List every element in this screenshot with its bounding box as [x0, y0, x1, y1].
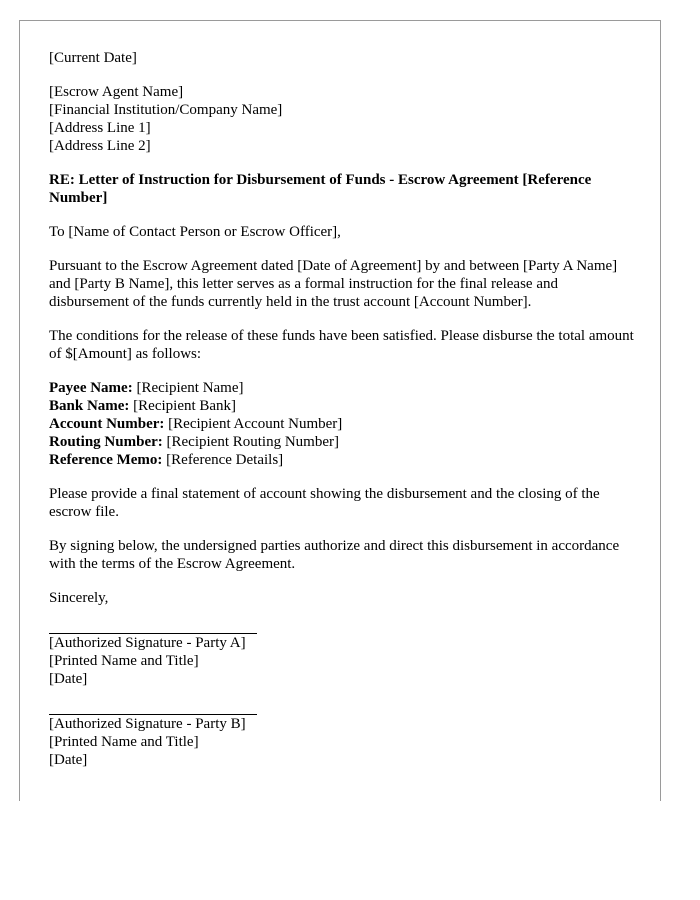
- letter-body: [49, 49, 639, 787]
- signature-block-party-a: [49, 633, 639, 688]
- paragraph-statement: Please provide a final statement of account showing the disbursement and the closing of the escrow file.: [49, 486, 600, 520]
- detail-label: Account Number:: [49, 416, 165, 432]
- address-line-2: [Address Line 2]: [49, 138, 151, 154]
- detail-value: [Reference Details]: [166, 452, 284, 468]
- escrow-agent-name: [Escrow Agent Name]: [49, 84, 184, 100]
- signature-block-party-b: [49, 714, 639, 769]
- detail-row-payee: [49, 379, 639, 397]
- paragraph-conditions: The conditions for the release of these funds have been satisfied. Please disburse the total amount of $[Amount] as follows:: [49, 328, 634, 362]
- paragraph-authorization: By signing below, the undersigned parties authorize and direct this disbursement in accordance with the terms of the Escrow Agreement.: [49, 538, 620, 572]
- signature-date-label: [Date]: [49, 752, 88, 768]
- salutation: To [Name of Contact Person or Escrow Officer],: [49, 224, 341, 240]
- letter-page: [19, 20, 661, 801]
- printed-name-label: [Printed Name and Title]: [49, 734, 199, 750]
- address-line-1: [Address Line 1]: [49, 120, 151, 136]
- detail-row-account: [49, 415, 639, 433]
- detail-value: [Recipient Routing Number]: [166, 434, 339, 450]
- detail-value: [Recipient Account Number]: [168, 416, 343, 432]
- payment-details: [49, 379, 639, 469]
- subject-line: RE: Letter of Instruction for Disbursement of Funds - Escrow Agreement [Reference Number]: [49, 172, 592, 206]
- detail-label: Routing Number:: [49, 434, 163, 450]
- paragraph-agreement: Pursuant to the Escrow Agreement dated [Date of Agreement] by and between [Party A Name] and [Party B Name], this letter serves as a formal instruction for the final release and disbursement of the funds currently held in the trust account [Account Number].: [49, 258, 618, 310]
- detail-label: Bank Name:: [49, 398, 130, 414]
- detail-label: Payee Name:: [49, 380, 133, 396]
- company-name: [Financial Institution/Company Name]: [49, 102, 283, 118]
- letter-date: [Current Date]: [49, 50, 137, 66]
- detail-value: [Recipient Name]: [136, 380, 244, 396]
- detail-row-memo: [49, 451, 639, 469]
- signature-date-label: [Date]: [49, 671, 88, 687]
- signature-label: [Authorized Signature - Party B]: [49, 716, 246, 732]
- detail-row-bank: [49, 397, 639, 415]
- recipient-address: [49, 83, 639, 155]
- printed-name-label: [Printed Name and Title]: [49, 653, 199, 669]
- detail-value: [Recipient Bank]: [133, 398, 237, 414]
- signature-label: [Authorized Signature - Party A]: [49, 635, 246, 651]
- detail-label: Reference Memo:: [49, 452, 163, 468]
- detail-row-routing: [49, 433, 639, 451]
- closing: Sincerely,: [49, 590, 109, 606]
